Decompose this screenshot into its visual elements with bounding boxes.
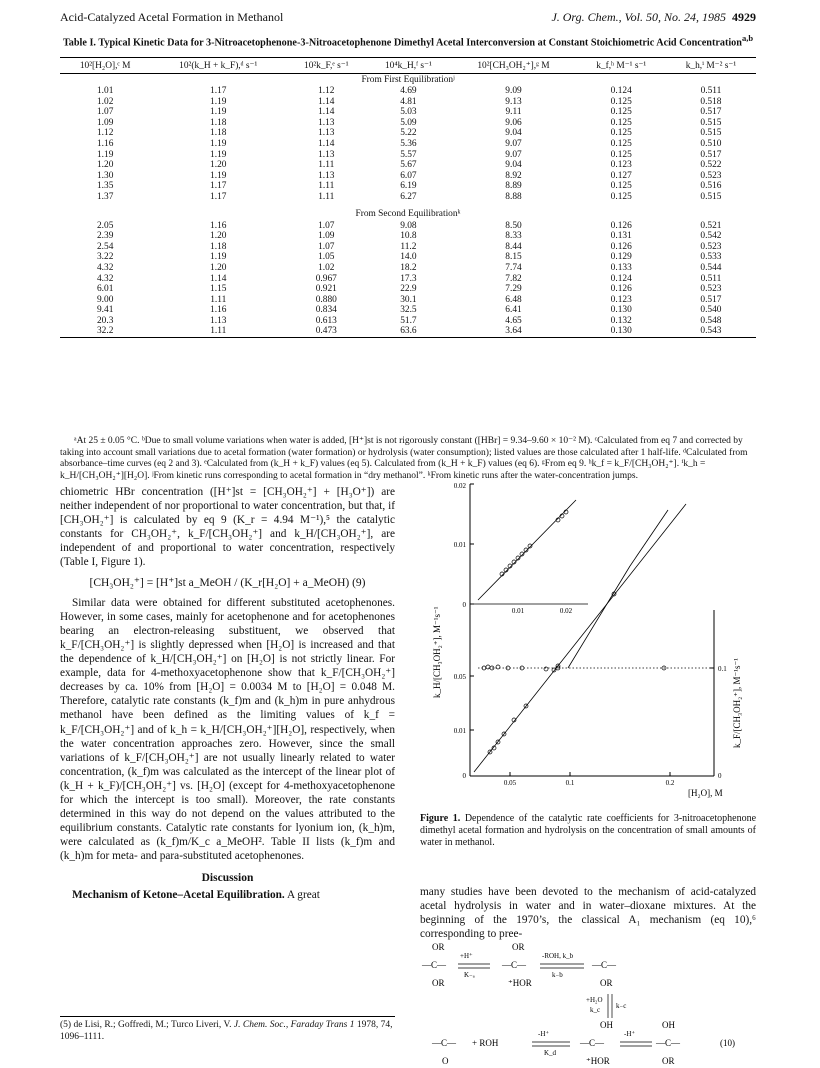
table-cell: 32.2: [60, 326, 150, 337]
table-cell: 0.125: [610, 96, 632, 107]
tick-label: 0.01: [453, 727, 466, 735]
svg-text:—C—: —C—: [502, 960, 527, 970]
table-cell: 0.533: [700, 252, 722, 263]
table-cell: 1.09: [96, 117, 114, 128]
tick-label: 0.01: [511, 607, 525, 615]
table-cell: 5.22: [400, 128, 417, 139]
table-cell: 0.517: [700, 294, 722, 305]
paragraph: Mechanism of Ketone–Acetal Equilibration. A great: [72, 888, 320, 901]
table-cell: 3.22: [96, 252, 114, 263]
table-cell: 1.16: [96, 138, 114, 149]
table-cell: 1.18: [210, 128, 227, 139]
table-cell: 9.08: [400, 220, 417, 231]
table-cell: 1.19: [210, 107, 227, 118]
tick-label: 0: [718, 772, 722, 780]
section-label: From Second Equilibrationᵏ: [355, 209, 461, 220]
table-cell: 0.515: [700, 117, 722, 128]
table-cell: 9.07: [505, 138, 522, 149]
tick-label: 0: [462, 601, 466, 609]
table-cell: 1.19: [210, 96, 227, 107]
table-cell: 63.6: [366, 326, 450, 337]
table-footnotes: ᵃAt 25 ± 0.05 °C. ᵇDue to small volume variations when water is added, [H⁺]st is not rigorously constant ([HBr] = 9.34–9.60 × 10⁻² M). ᶜCalculated from eq 7 and corrected by taking into account small variations due to acetal formation (water formation) or hydrolysis (water consumption); listed values are those calculated after 1 half-life. ᵈCalculated from absorbance–time curves (eq 2 and 3). ᵉCalculated from (k_H + k_F) values (eq 5). Calculated from (k_H + k_F) values (eq 6). ᵍFrom eq 9. ʰk_f = k_F/[CH₃OH₂⁺]. ⁱk_h = k_H/[CH₃OH₂⁺][H₂O]. ʲFrom kinetic runs corresponding to acetal formation in “dry methanol”. ᵏFrom kinetic runs after the water-concentration jumps.: [60, 436, 748, 481]
table-cell: 2.54: [96, 241, 114, 252]
svg-text:+ ROH: + ROH: [472, 1038, 499, 1048]
journal-citation: J. Org. Chem., Vol. 50, No. 24, 1985 4929: [551, 10, 756, 24]
table-cell: 0.613: [315, 315, 337, 326]
table-cell: 9.13: [505, 96, 522, 107]
table-cell: 4.32: [96, 273, 114, 284]
svg-text:—C—: —C—: [656, 1038, 681, 1048]
table-cell: 18.2: [400, 262, 417, 273]
kinetic-data-table: [60, 57, 756, 338]
table-cell: 3.64: [450, 326, 576, 337]
table-cell: 9.07: [505, 149, 522, 160]
table-cell: 0.518: [700, 96, 722, 107]
table-cell: 0.124: [610, 86, 632, 96]
table-cell: 0.125: [610, 138, 632, 149]
table-cell: 1.16: [210, 220, 227, 231]
table-cell: 51.7: [400, 315, 417, 326]
table-cell: 0.125: [610, 191, 632, 202]
table-cell: 1.20: [210, 160, 227, 171]
col-header: k_h,ⁱ M⁻² s⁻¹: [666, 58, 756, 74]
table-cell: 9.00: [96, 294, 114, 305]
table-cell: 5.57: [400, 149, 417, 160]
table-cell: 0.126: [610, 284, 632, 295]
svg-text:+H⁺: +H⁺: [460, 952, 473, 960]
table-cell: 1.13: [318, 170, 335, 181]
table-cell: 7.29: [505, 284, 522, 295]
table-cell: 0.123: [610, 160, 632, 171]
table-cell: 8.33: [505, 231, 522, 242]
table-cell: 1.14: [318, 138, 335, 149]
table-cell: 1.30: [96, 170, 114, 181]
tick-label: 0.02: [559, 607, 573, 615]
table-cell: 0.125: [610, 128, 632, 139]
table-cell: 1.07: [318, 241, 335, 252]
table-cell: 0.127: [610, 170, 632, 181]
table-row: [60, 221, 756, 232]
tick-label: 0.1: [718, 665, 727, 673]
table-cell: 9.09: [505, 86, 522, 96]
table-cell: 4.32: [96, 262, 114, 273]
table-row: [60, 181, 756, 192]
table-cell: 0.523: [700, 170, 722, 181]
table-cell: 1.11: [318, 191, 335, 202]
col-header: 10²[CH₃OH₂⁺],ᵍ M: [450, 58, 576, 74]
svg-text:⁺HOR: ⁺HOR: [586, 1056, 610, 1065]
tick-label: 0: [462, 772, 466, 780]
table-cell: 1.11: [318, 181, 335, 192]
table-cell: 9.41: [96, 305, 114, 316]
svg-text:k_c: k_c: [590, 1006, 601, 1014]
tick-label: 0.1: [565, 779, 575, 787]
equation-9: [CH₃OH₂⁺] = [H⁺]st a_MeOH / (K_r[H₂O] + a_MeOH) (9): [89, 576, 366, 589]
table-cell: 0.516: [700, 181, 722, 192]
table-cell: 1.17: [210, 86, 227, 96]
table-row: [60, 128, 756, 139]
paragraph: Similar data were obtained for different substituted acetophenones. However, in some cases, mainly for acetophenone and for acetophenones bearing an electron-releasing substituent, we observed that k_F/[CH₃OH₂⁺] is slightly depressed when [H₂O] is increased and that the dependence of k_H/[CH₃OH₂⁺] on [H₂O] is not strictly linear. For example, data for 4-methoxyacetophenone show that k_F/[CH₃OH₂⁺] decreases by ca. 10% from [H₂O] = 0.0034 M to [H₂O] = 0.048 M. Therefore, catalytic rate constants (k_f)m and (k_h)m in pure anhydrous methanol have been defined as the limiting values of k_f = k_F/[CH₃OH₂⁺] and of k_h = k_H/[CH₃OH₂⁺][H₂O], respectively, when the water concentration approaches zero. However, since the small variations of k_F/[CH₃OH₂⁺] are not usually linearly related to water concentration, (k_f)m was calculated as the intercept of the linear plot of (k_H + k_F)/[CH₃OH₂⁺] vs. [H₂O] (except for 4-methoxyacetophenone for which the intercept is too small). Moreover, the rate constants determined in this way do not depend on the values attributed to the equilibrium constants. Catalytic rate constants for lyonium ion, (k_h)m, were calculated as (k_f)m/K_c a_MeOH². Table II lists (k_f)m and (k_h)m for meta- and para-substituted acetophenones.: [60, 596, 395, 863]
table-cell: 17.3: [400, 273, 417, 284]
table-cell: 7.82: [505, 273, 522, 284]
table-cell: 1.35: [96, 181, 114, 192]
table-cell: 0.125: [610, 149, 632, 160]
table-cell: 1.17: [210, 181, 227, 192]
table-row: [60, 252, 756, 263]
table-cell: 1.20: [210, 231, 227, 242]
table-cell: 1.13: [318, 149, 335, 160]
table-cell: 8.50: [505, 220, 522, 231]
table-cell: 0.521: [700, 220, 722, 231]
table-cell: 0.834: [315, 305, 337, 316]
table-cell: 1.18: [210, 117, 227, 128]
table-cell: 0.130: [610, 305, 632, 316]
svg-text:OR: OR: [662, 1056, 675, 1065]
svg-text:OR: OR: [432, 942, 445, 952]
table-cell: 0.511: [700, 86, 722, 96]
table-row: [60, 326, 756, 337]
table-cell: 9.04: [505, 160, 522, 171]
table-row: [60, 107, 756, 118]
table-caption: Table I. Typical Kinetic Data for 3-Nitroacetophenone-3-Nitroacetophenone Dimethyl Acetal Interconversion at Constant Stoichiometric Acid Concentration$^{a,b}$: [62, 33, 754, 49]
section-heading: Discussion: [201, 872, 254, 885]
table-cell: 0.473: [286, 326, 366, 337]
table-cell: 1.16: [210, 305, 227, 316]
table-cell: 1.20: [96, 160, 114, 171]
svg-text:—C—: —C—: [422, 960, 447, 970]
table-cell: 9.04: [505, 128, 522, 139]
table-cell: 0.543: [666, 326, 756, 337]
table-row: [60, 118, 756, 129]
svg-text:K_d: K_d: [544, 1049, 557, 1057]
table-cell: 0.540: [700, 305, 722, 316]
table-cell: 0.548: [700, 315, 722, 326]
table-cell: 10.8: [400, 231, 417, 242]
table-cell: 22.9: [400, 284, 417, 295]
table-cell: 4.65: [505, 315, 522, 326]
table-cell: 1.07: [96, 107, 114, 118]
svg-text:OH: OH: [600, 1020, 613, 1030]
table-cell: 1.13: [210, 315, 227, 326]
svg-text:K₋ₐ: K₋ₐ: [464, 971, 475, 979]
table-cell: 8.89: [505, 181, 522, 192]
table-cell: 1.14: [318, 107, 335, 118]
table-cell: 0.517: [700, 149, 722, 160]
hydrolysis-fit-line: [474, 504, 686, 772]
svg-text:—C—: —C—: [592, 960, 617, 970]
table-cell: 1.11: [150, 326, 286, 337]
table-cell: 6.07: [400, 170, 417, 181]
svg-text:-ROH, k_b: -ROH, k_b: [542, 952, 574, 960]
table-cell: 11.2: [400, 241, 417, 252]
table-cell: 1.19: [210, 252, 227, 263]
table-cell: 0.132: [610, 315, 632, 326]
table-cell: 30.1: [400, 294, 417, 305]
col-header: k_f,ʰ M⁻¹ s⁻¹: [577, 58, 666, 74]
table-cell: 7.74: [505, 262, 522, 273]
table-cell: 0.126: [610, 220, 632, 231]
table-row: [60, 316, 756, 327]
table-cell: 1.12: [318, 86, 335, 96]
table-cell: 0.123: [610, 294, 632, 305]
table-cell: 0.523: [700, 241, 722, 252]
table-cell: 14.0: [400, 252, 417, 263]
figure-1-plot: [418, 480, 754, 798]
tick-label: 0.05: [503, 779, 517, 787]
table-row: [60, 305, 756, 316]
table-cell: 1.12: [96, 128, 114, 139]
svg-text:—C—: —C—: [432, 1038, 457, 1048]
table-row: [60, 150, 756, 161]
table-cell: 0.544: [700, 262, 722, 273]
table-body: [60, 74, 756, 338]
table-cell: 0.967: [315, 273, 337, 284]
table-cell: 5.09: [400, 117, 417, 128]
table-row: [60, 86, 756, 97]
y-axis-label-right: k_F/[CH₃OH₂⁺], M⁻¹s⁻¹: [732, 658, 742, 748]
col-header: 10²(k_H + k_F),ᵈ s⁻¹: [150, 58, 286, 74]
table-cell: 0.921: [315, 284, 337, 295]
table-cell: 1.05: [318, 252, 335, 263]
table-cell: 1.09: [318, 231, 335, 242]
table-cell: 0.125: [610, 107, 632, 118]
table-header-row: [60, 58, 756, 74]
table-cell: 0.517: [700, 107, 722, 118]
table-cell: 1.15: [210, 284, 227, 295]
table-cell: 0.542: [700, 231, 722, 242]
table-cell: 1.19: [210, 149, 227, 160]
table-cell: 1.14: [318, 96, 335, 107]
page-number: 4929: [732, 10, 756, 24]
figure-caption: Figure 1. Dependence of the catalytic rate coefficients for 3-nitroacetophenone dimethyl acetal formation and hydrolysis on the concentration of small amounts of water in methanol.: [420, 813, 757, 849]
table-cell: 4.69: [400, 86, 417, 96]
right-column-text: many studies have been devoted to the mechanism of acid-catalyzed acetal hydrolysis in water and in water–dioxane mixtures. At the beginning of the 1970’s, the classical A₁ mechanism (eq 10),⁶ corresponding to pree-: [420, 886, 756, 941]
svg-text:⁺HOR: ⁺HOR: [508, 978, 532, 988]
table-cell: 6.48: [505, 294, 522, 305]
table-cell: 20.3: [96, 315, 114, 326]
table-row: [60, 171, 756, 182]
table-cell: 6.27: [400, 191, 417, 202]
subsection-heading: Mechanism of Ketone–Acetal Equilibration.: [72, 888, 285, 901]
table-cell: 1.11: [318, 160, 335, 171]
table-row: [60, 263, 756, 274]
table-row: [60, 192, 756, 203]
svg-text:-H⁺: -H⁺: [624, 1030, 636, 1038]
table-cell: 0.130: [577, 326, 666, 337]
table-row: [60, 242, 756, 253]
table-cell: 0.124: [610, 273, 632, 284]
table-row: [60, 139, 756, 150]
table-cell: 8.88: [505, 191, 522, 202]
table-cell: 0.515: [700, 128, 722, 139]
table-section-header: [60, 74, 756, 87]
tick-label: 0.01: [453, 541, 466, 549]
table-cell: 0.515: [700, 191, 722, 202]
inset-fit-line: [478, 500, 576, 600]
table-cell: 6.41: [505, 305, 522, 316]
table-row: [60, 231, 756, 242]
section-label: From First Equilibrationʲ: [361, 74, 455, 85]
table-cell: 9.11: [505, 107, 522, 118]
table-cell: 9.06: [505, 117, 522, 128]
svg-text:+H₂O: +H₂O: [586, 996, 603, 1004]
reaction-scheme-10: [420, 940, 756, 1065]
left-column: [60, 485, 395, 902]
table-cell: 4.81: [400, 96, 417, 107]
col-header: 10²[H₂O],ᶜ M: [60, 58, 150, 74]
page-header: [60, 10, 756, 28]
table-cell: 1.19: [210, 138, 227, 149]
table-cell: 2.39: [96, 231, 114, 242]
svg-text:—C—: —C—: [580, 1038, 605, 1048]
table-cell: 2.05: [96, 220, 114, 231]
table-cell: 1.11: [210, 294, 227, 305]
table-cell: 0.125: [610, 117, 632, 128]
table-cell: 0.880: [315, 294, 337, 305]
table-section-header: [60, 209, 756, 221]
svg-text:O: O: [442, 1056, 449, 1065]
tick-label: 0.2: [665, 779, 675, 787]
col-header: 10⁴k_H,ᶠ s⁻¹: [366, 58, 450, 74]
table-cell: 0.133: [610, 262, 632, 273]
svg-text:OR: OR: [512, 942, 525, 952]
reference-5: (5) de Lisi, R.; Goffredi, M.; Turco Liveri, V. J. Chem. Soc., Faraday Trans 1 1978, 74, 1096–1111.: [60, 1016, 395, 1043]
table-cell: 1.13: [318, 128, 335, 139]
table-cell: 0.126: [610, 241, 632, 252]
table-cell: 0.131: [610, 231, 632, 242]
svg-text:OR: OR: [432, 978, 445, 988]
table-cell: 1.01: [96, 86, 114, 96]
table-row: [60, 160, 756, 171]
table-cell: 0.129: [610, 252, 632, 263]
svg-text:OR: OR: [600, 978, 613, 988]
table-cell: 32.5: [400, 305, 417, 316]
table-row: [60, 274, 756, 285]
table-row: [60, 284, 756, 295]
x-axis-label: [H₂O], M: [688, 788, 723, 798]
table-cell: 1.02: [318, 262, 335, 273]
table-cell: 0.125: [610, 181, 632, 192]
svg-text:k₋c: k₋c: [616, 1002, 627, 1010]
y-axis-label-left: k_H/[CH₃OH₂⁺], M⁻¹s⁻¹: [432, 606, 442, 698]
table-cell: 0.510: [700, 138, 722, 149]
table-cell: 0.522: [700, 160, 722, 171]
tick-label: 0.02: [453, 482, 466, 490]
svg-text:k₋b: k₋b: [552, 971, 563, 979]
paragraph: chiometric HBr concentration ([H⁺]st = [CH₃OH₂⁺] + [H₃O⁺]) are neither independent of nor proportional to water concentration, but that, if [CH₃OH₂⁺] is calculated by eq 9 (K_r = 4.94 M⁻¹),⁵ the catalytic constants for CH₃OH₂⁺, k_F/[CH₃OH₂⁺] and k_H/[CH₃OH₂⁺], are independent of and proportional to water concentration, respectively (Table I, Figure 1).: [60, 486, 395, 569]
table-row: [60, 295, 756, 306]
table-cell: 1.13: [318, 117, 335, 128]
table-cell: 1.19: [210, 170, 227, 181]
svg-text:OH: OH: [662, 1020, 675, 1030]
table-cell: 0.511: [700, 273, 722, 284]
table-cell: 0.523: [700, 284, 722, 295]
table-cell: 8.15: [505, 252, 522, 263]
table-cell: 6.19: [400, 181, 417, 192]
table-cell: 8.44: [505, 241, 522, 252]
table-cell: 5.03: [400, 107, 417, 118]
table-cell: 1.17: [210, 191, 227, 202]
table-cell: 1.37: [96, 191, 114, 202]
table-cell: 1.18: [210, 241, 227, 252]
running-title: Acid-Catalyzed Acetal Formation in Methanol: [60, 10, 284, 24]
svg-text:-H⁺: -H⁺: [538, 1030, 550, 1038]
table-cell: 1.07: [318, 220, 335, 231]
table-cell: 6.01: [96, 284, 114, 295]
tick-label: 0.05: [453, 673, 466, 681]
table-cell: 1.19: [96, 149, 114, 160]
col-header: 10²k_F,ᵉ s⁻¹: [286, 58, 366, 74]
table-cell: 1.20: [210, 262, 227, 273]
table-cell: 5.67: [400, 160, 417, 171]
table-cell: 1.02: [96, 96, 114, 107]
equation-number: (10): [720, 1038, 735, 1048]
table-cell: 1.14: [210, 273, 227, 284]
table-row: [60, 97, 756, 108]
table-cell: 5.36: [400, 138, 417, 149]
table-cell: 8.92: [505, 170, 522, 181]
